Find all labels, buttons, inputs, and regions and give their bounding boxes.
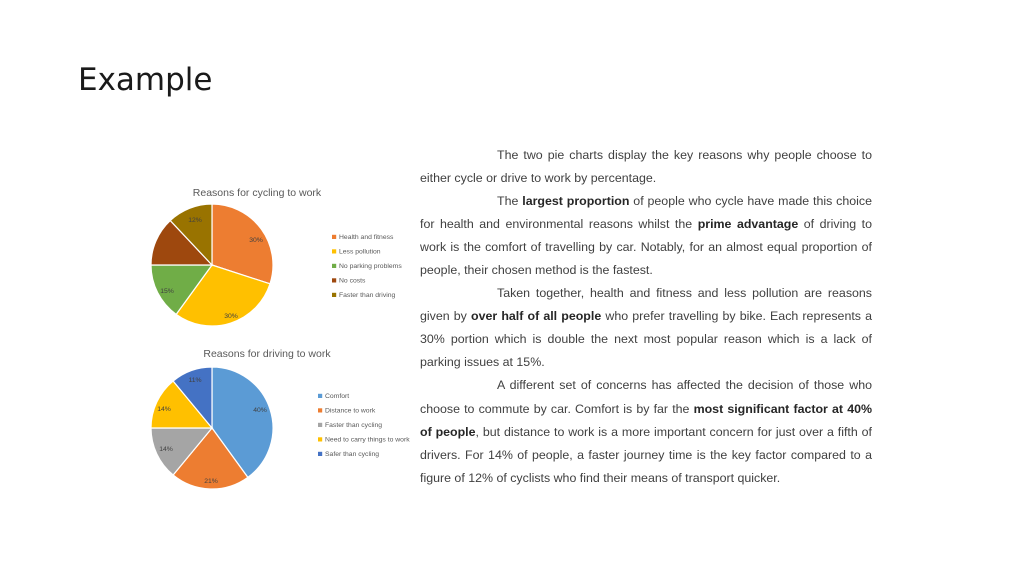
legend-label: Health and fitness [339, 234, 394, 241]
legend-swatch [332, 264, 336, 268]
legend-swatch [332, 278, 336, 282]
legend-label: No costs [339, 277, 366, 285]
slice-label: 30% [249, 237, 263, 244]
legend-label: Distance to work [325, 407, 376, 415]
paragraph-3 [420, 282, 872, 374]
slice-label: 15% [160, 288, 174, 295]
slice-label: 30% [224, 313, 238, 320]
legend-swatch [318, 408, 322, 412]
description-text [420, 144, 872, 490]
slice-label: 14% [159, 446, 173, 453]
slice-label: 12% [188, 217, 202, 224]
pie-charts-panel [150, 180, 418, 500]
legend-label: Less pollution [339, 248, 381, 256]
slice-label: 40% [253, 407, 267, 414]
emphasis-text: over half of all people [471, 309, 602, 324]
paragraph-2 [420, 190, 872, 282]
emphasis-text: largest proportion [522, 194, 630, 209]
legend-swatch [332, 249, 336, 253]
text-run: of people who cycle have made this choice for health and environmental reasons whilst the [420, 194, 872, 232]
chart-title: Reasons for cycling to work [192, 187, 322, 199]
legend-label: Faster than cycling [325, 422, 383, 429]
text-run: , but distance to work is a more important concern for just over a fifth of drivers. For 14% of people, a faster journey time is the key factor compared to a figure of 12% of cyclists who find their means of transport quicker. [420, 424, 872, 485]
legend-swatch [332, 235, 336, 239]
legend-label: No parking problems [339, 263, 402, 270]
paragraph-4 [420, 374, 872, 489]
slice-label: 14% [157, 406, 171, 413]
legend-label: Faster than driving [339, 292, 396, 299]
text-run: A different set of concerns has affected the decision of those who choose to commute by car. Comfort is by far the [420, 378, 872, 416]
emphasis-text: most significant factor at 40% of people [420, 401, 872, 439]
slide-title: Example [78, 62, 213, 98]
legend-label: Safer than cycling [325, 451, 380, 458]
legend-swatch [318, 423, 322, 427]
pie-charts-figure [150, 180, 418, 500]
slice-label: 21% [204, 478, 218, 485]
text-run: The [497, 194, 523, 209]
legend-swatch [318, 437, 322, 441]
chart-title: Reasons for driving to work [203, 348, 331, 360]
legend-label: Need to carry things to work [325, 436, 410, 444]
paragraph-1 [420, 144, 872, 190]
legend-swatch [318, 394, 322, 398]
text-run: of driving to work is the comfort of travelling by car. Notably, for an almost equal proportion of people, their chosen method is the fastest. [420, 217, 872, 278]
legend-swatch [318, 452, 322, 456]
text-run: Taken together, health and fitness and less pollution are reasons given by [420, 286, 872, 324]
text-run: The two pie charts display the key reasons why people choose to either cycle or drive to work by percentage. [420, 148, 872, 186]
emphasis-text: prime advantage [697, 217, 799, 232]
legend-swatch [332, 293, 336, 297]
text-run: who prefer travelling by bike. Each represents a 30% portion which is double the next most popular reason which is a lack of parking issues at 15%. [420, 309, 873, 370]
slice-label: 11% [188, 377, 202, 384]
legend-label: Comfort [325, 393, 350, 400]
